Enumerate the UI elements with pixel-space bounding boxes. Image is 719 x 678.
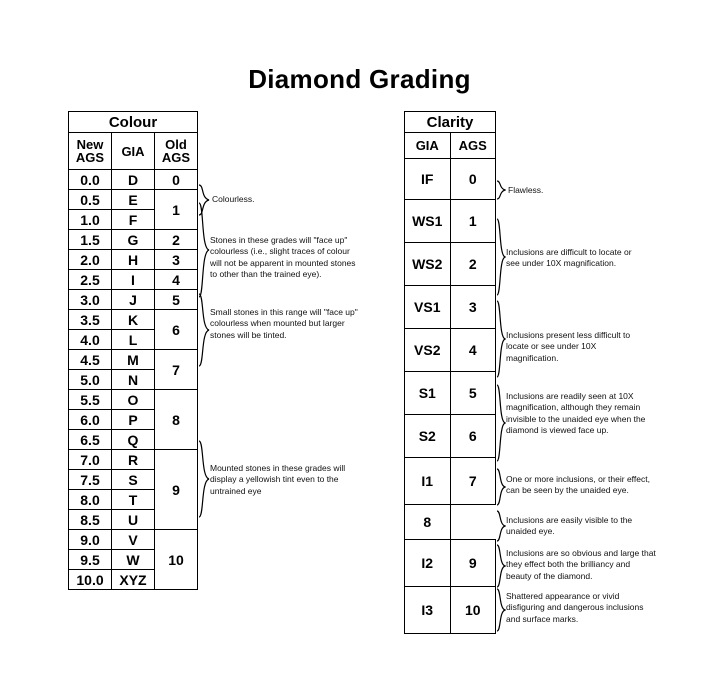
- clarity-note-3: Inclusions present less difficult to locate or see under 10X magnification.: [506, 330, 631, 363]
- clarity-gia-cell: WS1: [405, 200, 451, 243]
- colour-new-ags-cell: 5.0: [69, 370, 112, 390]
- colour-header-old-ags-line2: AGS: [161, 150, 191, 165]
- colour-note-2: Stones in these grades will "face up" colourless (i.e., slight traces of colour will not be apparent in mounted stones to other than the trained eye).: [210, 235, 356, 280]
- colour-new-ags-cell: 1.0: [69, 210, 112, 230]
- colour-gia-cell: N: [112, 370, 155, 390]
- table-row: [405, 415, 496, 458]
- colour-new-ags-cell: 3.5: [69, 310, 112, 330]
- clarity-header-ags: AGS: [450, 133, 496, 159]
- clarity-gia-cell: VS2: [405, 329, 451, 372]
- table-row: [69, 390, 198, 410]
- clarity-ags-cell: 6: [450, 415, 496, 458]
- colour-header-new-ags-line2: AGS: [75, 150, 105, 165]
- colour-brace-2: [198, 202, 210, 298]
- table-row: [69, 450, 198, 470]
- clarity-ags-cell: 8: [405, 505, 451, 540]
- colour-note-3: Small stones in this range will "face up" colourless when mounted but larger stones will be tinted.: [210, 307, 358, 340]
- colour-gia-cell: XYZ: [112, 570, 155, 590]
- clarity-ags-cell: 0: [450, 159, 496, 200]
- clarity-table: [404, 111, 496, 634]
- colour-gia-cell: I: [112, 270, 155, 290]
- clarity-brace-2: [496, 218, 506, 296]
- clarity-ags-cell: 3: [450, 286, 496, 329]
- colour-note-1: Colourless.: [212, 194, 255, 204]
- colour-old-ags-cell: 5: [155, 290, 198, 310]
- clarity-ags-cell: 2: [450, 243, 496, 286]
- table-row: [69, 170, 198, 190]
- colour-gia-cell: Q: [112, 430, 155, 450]
- clarity-note-7: Inclusions are so obvious and large that they effect both the brilliancy and beauty of the diamond.: [506, 548, 656, 581]
- table-row: [69, 310, 198, 330]
- colour-new-ags-cell: 4.5: [69, 350, 112, 370]
- table-row: [405, 540, 496, 587]
- colour-old-ags-cell: 0: [155, 170, 198, 190]
- clarity-note-2: Inclusions are difficult to locate or see under 10X magnification.: [506, 247, 632, 269]
- colour-gia-cell: G: [112, 230, 155, 250]
- colour-new-ags-cell: 10.0: [69, 570, 112, 590]
- colour-gia-cell: L: [112, 330, 155, 350]
- clarity-ags-cell: 5: [450, 372, 496, 415]
- colour-new-ags-cell: 2.5: [69, 270, 112, 290]
- clarity-table-title: Clarity: [405, 112, 496, 133]
- colour-old-ags-cell: 4: [155, 270, 198, 290]
- table-row: [405, 587, 496, 634]
- clarity-brace-1: [496, 180, 506, 200]
- colour-new-ags-cell: 0.5: [69, 190, 112, 210]
- clarity-brace-8: [496, 588, 506, 632]
- table-row: [405, 200, 496, 243]
- clarity-gia-cell: I2: [405, 540, 451, 587]
- colour-gia-cell: W: [112, 550, 155, 570]
- colour-header-new-ags: [69, 133, 112, 170]
- clarity-gia-cell: S2: [405, 415, 451, 458]
- page-title: Diamond Grading: [248, 64, 471, 94]
- colour-gia-cell: T: [112, 490, 155, 510]
- table-row: [405, 159, 496, 200]
- clarity-header-gia: GIA: [405, 133, 451, 159]
- colour-brace-4: [198, 440, 210, 518]
- clarity-gia-cell: IF: [405, 159, 451, 200]
- clarity-brace-7: [496, 544, 506, 588]
- colour-new-ags-cell: 8.0: [69, 490, 112, 510]
- colour-new-ags-cell: 0.0: [69, 170, 112, 190]
- clarity-ags-cell: 7: [450, 458, 496, 505]
- colour-new-ags-cell: 7.5: [69, 470, 112, 490]
- colour-gia-cell: O: [112, 390, 155, 410]
- colour-new-ags-cell: 7.0: [69, 450, 112, 470]
- colour-old-ags-cell: 6: [155, 310, 198, 350]
- colour-new-ags-cell: 2.0: [69, 250, 112, 270]
- colour-old-ags-cell: 9: [155, 450, 198, 530]
- colour-header-old-ags-line1: Old: [165, 137, 187, 152]
- clarity-ags-cell: 9: [450, 540, 496, 587]
- colour-gia-cell: P: [112, 410, 155, 430]
- colour-new-ags-cell: 3.0: [69, 290, 112, 310]
- colour-table: [68, 111, 198, 590]
- clarity-gia-cell: VS1: [405, 286, 451, 329]
- clarity-note-6: Inclusions are easily visible to the unaided eye.: [506, 515, 633, 537]
- table-row: [69, 230, 198, 250]
- clarity-gia-cell: WS2: [405, 243, 451, 286]
- clarity-brace-3: [496, 300, 506, 378]
- table-row: [69, 350, 198, 370]
- clarity-note-5: One or more inclusions, or their effect, can be seen by the unaided eye.: [506, 474, 650, 496]
- colour-new-ags-cell: 6.0: [69, 410, 112, 430]
- colour-new-ags-cell: 4.0: [69, 330, 112, 350]
- clarity-ags-cell: 4: [450, 329, 496, 372]
- colour-new-ags-cell: 9.0: [69, 530, 112, 550]
- colour-gia-cell: D: [112, 170, 155, 190]
- colour-header-old-ags: [155, 133, 198, 170]
- colour-note-4: Mounted stones in these grades will display a yellowish tint even to the untrained eye: [210, 463, 346, 496]
- clarity-ags-cell: 1: [450, 200, 496, 243]
- colour-table-title: Colour: [69, 112, 198, 133]
- colour-gia-cell: U: [112, 510, 155, 530]
- colour-new-ags-cell: 9.5: [69, 550, 112, 570]
- clarity-note-1: Flawless.: [508, 185, 544, 195]
- clarity-gia-cell: I3: [405, 587, 451, 634]
- table-row: [405, 505, 496, 540]
- table-row: [69, 530, 198, 550]
- table-row: [405, 286, 496, 329]
- colour-gia-cell: F: [112, 210, 155, 230]
- table-row: [405, 458, 496, 505]
- clarity-ags-cell: 10: [450, 587, 496, 634]
- clarity-brace-6: [496, 510, 506, 542]
- colour-gia-cell: H: [112, 250, 155, 270]
- table-row: [69, 290, 198, 310]
- table-row: [69, 270, 198, 290]
- colour-new-ags-cell: 5.5: [69, 390, 112, 410]
- colour-old-ags-cell: 1: [155, 190, 198, 230]
- table-row: [405, 329, 496, 372]
- colour-gia-cell: M: [112, 350, 155, 370]
- colour-new-ags-cell: 6.5: [69, 430, 112, 450]
- colour-brace-3: [198, 293, 210, 367]
- clarity-brace-4: [496, 384, 506, 462]
- colour-old-ags-cell: 8: [155, 390, 198, 450]
- colour-old-ags-cell: 3: [155, 250, 198, 270]
- table-row: [405, 243, 496, 286]
- table-row: [405, 372, 496, 415]
- colour-new-ags-cell: 8.5: [69, 510, 112, 530]
- clarity-gia-cell: S1: [405, 372, 451, 415]
- clarity-gia-cell: I1: [405, 458, 451, 505]
- table-row: [69, 250, 198, 270]
- colour-old-ags-cell: 2: [155, 230, 198, 250]
- colour-old-ags-cell: 7: [155, 350, 198, 390]
- colour-gia-cell: V: [112, 530, 155, 550]
- colour-old-ags-cell: 10: [155, 530, 198, 590]
- colour-gia-cell: J: [112, 290, 155, 310]
- colour-header-new-ags-line1: New: [76, 137, 104, 152]
- clarity-note-4: Inclusions are readily seen at 10X magnification, although they remain invisible to the unaided eye when the diamond is viewed face up.: [506, 391, 646, 436]
- colour-gia-cell: S: [112, 470, 155, 490]
- colour-gia-cell: R: [112, 450, 155, 470]
- colour-header-gia: GIA: [112, 133, 155, 170]
- colour-gia-cell: E: [112, 190, 155, 210]
- colour-gia-cell: K: [112, 310, 155, 330]
- clarity-note-8: Shattered appearance or vivid disfiguring and dangerous inclusions and surface marks.: [506, 591, 644, 624]
- clarity-brace-5: [496, 468, 506, 506]
- colour-new-ags-cell: 1.5: [69, 230, 112, 250]
- table-row: [69, 190, 198, 210]
